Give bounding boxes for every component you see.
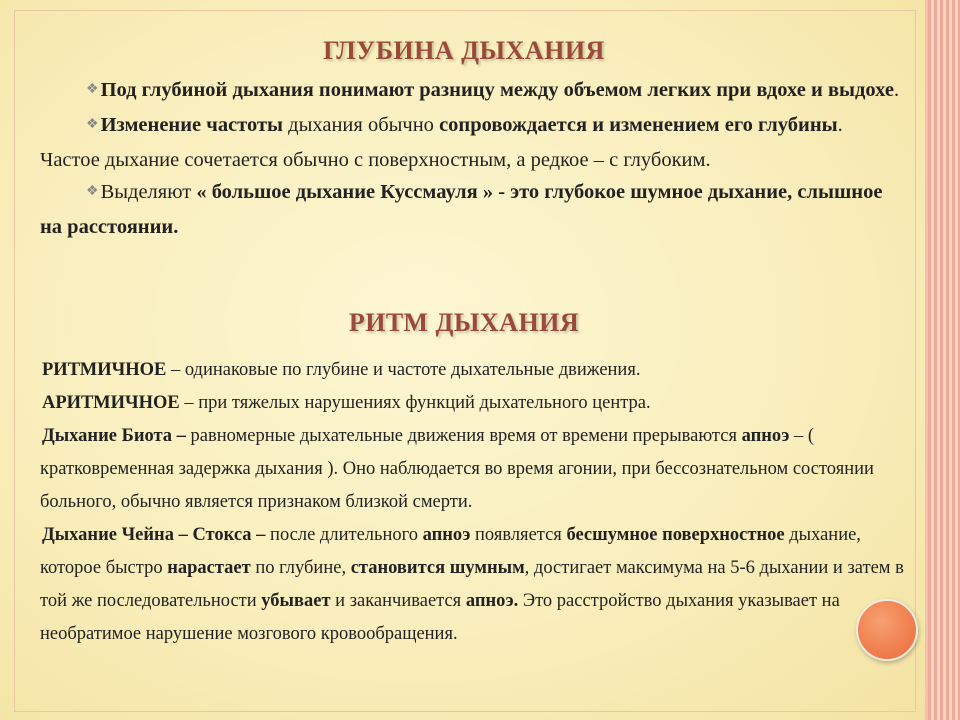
bullet-paragraph-2 xyxy=(40,109,900,176)
text: – одинаковые по глубине и частоте дыхательные движения. xyxy=(166,360,641,380)
text-bold: АРИТМИЧНОЕ xyxy=(42,393,180,413)
text: после длительного xyxy=(265,525,423,545)
text: равномерные дыхательные движения время от времени прерываются xyxy=(185,426,742,446)
rhythm-paragraph-4 xyxy=(40,519,910,651)
text: , достигает максимума на 5-6 дыхании и затем в той же последовательности xyxy=(40,558,904,611)
text-bold: убывает xyxy=(261,591,331,611)
text: Выделяют xyxy=(100,181,197,203)
side-stripes-decoration xyxy=(928,0,960,720)
heading-breathing-rhythm: РИТМ ДЫХАНИЯ xyxy=(348,308,580,337)
bullet-icon: ❖ xyxy=(86,184,99,199)
rhythm-section xyxy=(40,354,910,651)
text-bold: апноэ xyxy=(422,525,471,545)
bullet-icon: ❖ xyxy=(86,82,99,97)
bullet-paragraph-1 xyxy=(40,74,900,109)
text-bold: апноэ. xyxy=(465,591,519,611)
text-bold: нарастает xyxy=(167,558,251,578)
text-bold: « большое дыхание Куссмауля » - это глубокое шумное дыхание, слышное на расстоянии. xyxy=(40,181,883,238)
text-bold: РИТМИЧНОЕ xyxy=(42,360,167,380)
text: дыхания обычно xyxy=(283,114,440,136)
text-bold: Изменение частоты xyxy=(100,114,284,136)
text: по глубине, xyxy=(250,558,351,578)
text: . xyxy=(893,79,900,101)
text: дыхание, которое быстро xyxy=(40,525,861,578)
text-bold: сопровождается и изменением его глубины xyxy=(439,114,838,136)
bullet-icon: ❖ xyxy=(86,117,99,132)
text-bold: апноэ xyxy=(741,426,790,446)
heading-breathing-depth: ГЛУБИНА ДЫХАНИЯ xyxy=(323,36,605,65)
text-bold: Под глубиной дыхания понимают разницу между объемом легких при вдохе и выдохе xyxy=(100,79,894,101)
rhythm-paragraph-1 xyxy=(40,354,910,387)
bullet-paragraph-3 xyxy=(40,176,900,243)
rhythm-paragraph-3 xyxy=(40,420,910,519)
text: появляется xyxy=(470,525,567,545)
text: – ( кратковременная задержка дыхания ). Оно наблюдается во время агонии, при бессознательном состоянии больного, обычно является признаком близкой смерти. xyxy=(40,426,874,512)
text-bold: Дыхание Биота – xyxy=(42,426,186,446)
text-bold: становится шумным xyxy=(350,558,525,578)
text-bold: бесшумное поверхностное xyxy=(566,525,785,545)
text: – при тяжелых нарушениях функций дыхательного центра. xyxy=(179,393,651,413)
rhythm-paragraph-2 xyxy=(40,387,910,420)
text-bold: Дыхание Чейна – Стокса – xyxy=(42,525,266,545)
text: и заканчивается xyxy=(330,591,466,611)
depth-bullets xyxy=(40,74,900,243)
text: Это расстройство дыхания указывает на необратимое нарушение мозгового кровообращения. xyxy=(40,591,840,644)
text: . Частое дыхание сочетается обычно с поверхностным, а редкое – с глубоким. xyxy=(40,114,843,171)
orange-circle-decoration xyxy=(856,599,918,661)
